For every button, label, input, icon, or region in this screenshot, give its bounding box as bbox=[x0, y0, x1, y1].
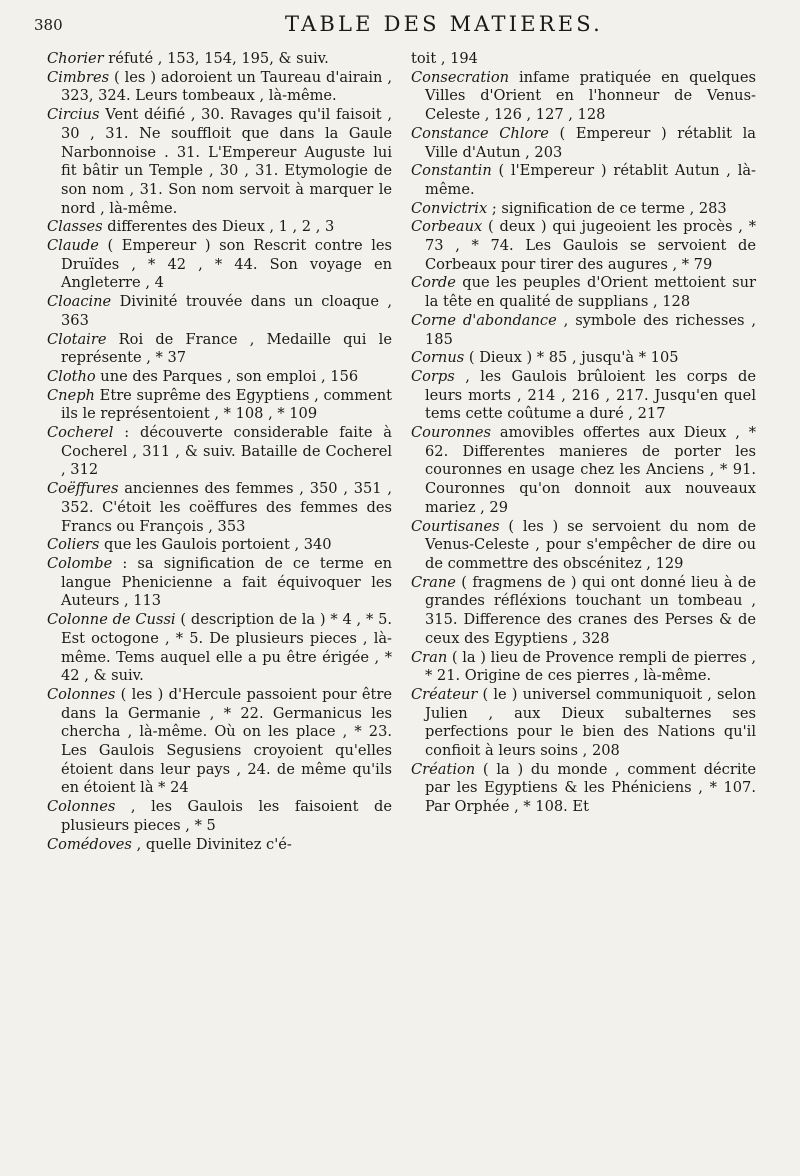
index-term: Crane bbox=[411, 573, 456, 591]
index-description: que les peuples d'Orient mettoient sur la tête en qualité de supplians , 128 bbox=[425, 274, 756, 311]
index-term: Colonnes bbox=[47, 798, 116, 816]
index-term: Consecration bbox=[411, 68, 510, 86]
index-term: Clotaire bbox=[47, 330, 107, 348]
index-description: une des Parques , son emploi , 156 bbox=[95, 367, 359, 385]
index-description: ( deux ) qui jugeoient les procès , * 73 , * 74. Les Gaulois se servoient de Corbeaux pour tirer des augures , * 79 bbox=[425, 218, 756, 273]
index-entry bbox=[411, 69, 756, 125]
index-entry bbox=[411, 368, 756, 424]
index-entry bbox=[411, 274, 756, 311]
index-description: Roi de France , Medaille qui le représente , * 37 bbox=[61, 330, 392, 367]
index-description: , symbole des richesses , 185 bbox=[425, 311, 757, 348]
index-entry bbox=[47, 368, 392, 387]
index-term: Chorier bbox=[47, 50, 104, 67]
index-entry bbox=[411, 686, 756, 761]
index-description: ( fragmens de ) qui ont donné lieu à de grandes réfléxions touchant un tombeau , 315. Difference des cranes des Perses & de ceux des Egyptiens , 328 bbox=[425, 573, 756, 647]
index-entry bbox=[47, 798, 392, 835]
index-term: Corne d'abondance bbox=[411, 311, 557, 329]
index-description: ( le ) universel communiquoit , selon Julien , aux Dieux subalternes ses perfections pour le bien des Nations qu'il confioit à leurs soins , 208 bbox=[425, 685, 756, 760]
index-description: : découverte considerable faite à Cocherel , 311 , & suiv. Bataille de Cocherel , 312 bbox=[61, 424, 392, 479]
index-entry bbox=[411, 761, 756, 817]
index-entry bbox=[411, 200, 756, 219]
index-description: , les Gaulois les faisoient de plusieurs pieces , * 5 bbox=[61, 798, 392, 834]
index-description: Divinité trouvée dans un cloaque , 363 bbox=[61, 293, 392, 329]
index-entry bbox=[411, 424, 756, 518]
index-entry bbox=[411, 125, 756, 162]
index-entry bbox=[411, 162, 756, 199]
right-column bbox=[411, 50, 756, 817]
index-term: Classes bbox=[47, 218, 103, 236]
index-description: , quelle Divinitez c'é- bbox=[131, 835, 292, 853]
index-entry bbox=[411, 649, 756, 686]
index-term: Colonnes bbox=[47, 685, 116, 703]
index-term: Constantin bbox=[411, 162, 492, 180]
index-entry bbox=[47, 836, 392, 855]
index-term: Colombe bbox=[47, 554, 113, 572]
index-description: Vent déifié , 30. Ravages qu'il faisoit , 30 , 31. Ne souffloit que dans la Gaule Narbonnoise . 31. L'Empereur Auguste lui fit bâtir un Temple , 30 , 31. Etymologie de son nom , 31. Son nom servoit à marquer le nord , là-même. bbox=[61, 106, 392, 217]
index-entry bbox=[47, 218, 392, 237]
index-entry bbox=[47, 480, 392, 536]
index-term: Cimbres bbox=[47, 68, 110, 86]
index-entry bbox=[411, 50, 756, 69]
index-term: Cneph bbox=[47, 386, 95, 404]
index-entry bbox=[47, 293, 392, 330]
index-term: Constance Chlore bbox=[411, 124, 549, 142]
index-entry bbox=[47, 50, 392, 69]
index-description: ; signification de ce terme , 283 bbox=[487, 199, 727, 217]
index-description: ( description de la ) * 4 , * 5. Est octogone , * 5. De plusieurs pieces , là-même. Tems auquel elle a pu être érigée , * 42 , & suiv. bbox=[61, 611, 392, 685]
index-term: Créateur bbox=[411, 685, 478, 703]
index-entry bbox=[47, 611, 392, 686]
index-description: amovibles offertes aux Dieux , * 62. Differentes manieres de porter les couronnes en usage chez les Anciens , * 91. Couronnes qu'on donnoit aux nouveaux mariez , 29 bbox=[425, 424, 756, 516]
index-term: Création bbox=[411, 760, 476, 778]
index-entry bbox=[47, 69, 392, 106]
index-term: Cran bbox=[411, 648, 448, 666]
index-term: Corde bbox=[411, 274, 456, 292]
index-term: Corbeaux bbox=[411, 218, 483, 236]
index-entry bbox=[47, 555, 392, 611]
index-term: Couronnes bbox=[411, 424, 492, 442]
index-description: ( les ) se servoient du nom de Venus-Celeste , pour s'empêcher de dire ou de commettre des obscénitez , 129 bbox=[425, 517, 756, 572]
index-entry bbox=[47, 237, 392, 293]
page-number: 380 bbox=[34, 16, 63, 34]
index-description: ( l'Empereur ) rétablit Autun , là-même. bbox=[425, 162, 756, 198]
index-term: Circius bbox=[47, 106, 100, 124]
index-entry bbox=[47, 106, 392, 218]
running-title: TABLE DES MATIERES. bbox=[284, 12, 604, 36]
index-term: Clotho bbox=[47, 367, 96, 385]
index-description: que les Gaulois portoient , 340 bbox=[99, 536, 332, 554]
index-description: réfuté , 153, 154, 195, & suiv. bbox=[103, 50, 329, 67]
index-description: anciennes des femmes , 350 , 351 , 352. C'étoit les coëffures des femmes des Francs ou François , 353 bbox=[61, 480, 392, 535]
index-term: Cloacine bbox=[47, 293, 112, 311]
index-entry bbox=[411, 349, 756, 368]
index-description: ( la ) lieu de Provence rempli de pierres , * 21. Origine de ces pierres , là-même. bbox=[425, 648, 756, 685]
index-term: Colonne de Cussi bbox=[47, 611, 176, 629]
index-entry bbox=[411, 312, 756, 349]
index-description: , les Gaulois brûloient les corps de leurs morts , 214 , 216 , 217. Jusqu'en quel tems cette coûtume a duré , 217 bbox=[425, 367, 756, 423]
index-description: Etre suprême des Egyptiens , comment ils le représentoient , * 108 , * 109 bbox=[61, 386, 392, 423]
index-entry bbox=[47, 387, 392, 424]
index-description: ( les ) adoroient un Taureau d'airain , 323, 324. Leurs tombeaux , là-même. bbox=[61, 68, 392, 105]
index-description: infame pratiquée en quelques Villes d'Orient en l'honneur de Venus-Celeste , 126 , 127 , 128 bbox=[425, 68, 756, 124]
left-column bbox=[47, 50, 392, 854]
index-entry bbox=[47, 536, 392, 555]
index-description: : sa signification de ce terme en langue Phenicienne a fait équivoquer les Auteurs , 113 bbox=[61, 554, 392, 610]
index-description: ( Empereur ) rétablit la Ville d'Autun , 203 bbox=[425, 124, 756, 161]
page-header bbox=[34, 12, 774, 42]
index-term: Comédoves bbox=[47, 835, 132, 853]
index-term: Cornus bbox=[411, 349, 465, 367]
index-entry bbox=[411, 218, 756, 274]
index-entry bbox=[47, 331, 392, 368]
index-entry bbox=[411, 518, 756, 574]
index-description: ( Dieux ) * 85 , jusqu'à * 105 bbox=[464, 349, 679, 367]
index-description: ( les ) d'Hercule passoient pour être dans la Germanie , * 22. Germanicus les chercha , là-même. Où on les place , * 23. Les Gaulois Segusiens croyoient qu'elles étoient dans leur pays , 24. de même qu'ils en étoient là * 24 bbox=[61, 685, 392, 797]
index-entry bbox=[47, 686, 392, 798]
index-description: ( Empereur ) son Rescrit contre les Druïdes , * 42 , * 44. Son voyage en Angleterre , 4 bbox=[61, 237, 392, 292]
index-term: Courtisanes bbox=[411, 517, 500, 535]
index-term: Coëffures bbox=[47, 480, 119, 498]
index-entry bbox=[47, 424, 392, 480]
index-term: Cocherel bbox=[47, 424, 114, 442]
index-description: toit , 194 bbox=[411, 50, 478, 67]
index-description: ( la ) du monde , comment décrite par les Egyptiens & les Phéniciens , * 107. Par Orphée , * 108. Et bbox=[425, 760, 756, 816]
index-term: Convictrix bbox=[411, 199, 488, 217]
index-term: Coliers bbox=[47, 536, 100, 554]
index-entry bbox=[411, 574, 756, 649]
index-term: Claude bbox=[47, 237, 99, 255]
index-description: differentes des Dieux , 1 , 2 , 3 bbox=[102, 218, 335, 236]
index-term: Corps bbox=[411, 367, 455, 385]
